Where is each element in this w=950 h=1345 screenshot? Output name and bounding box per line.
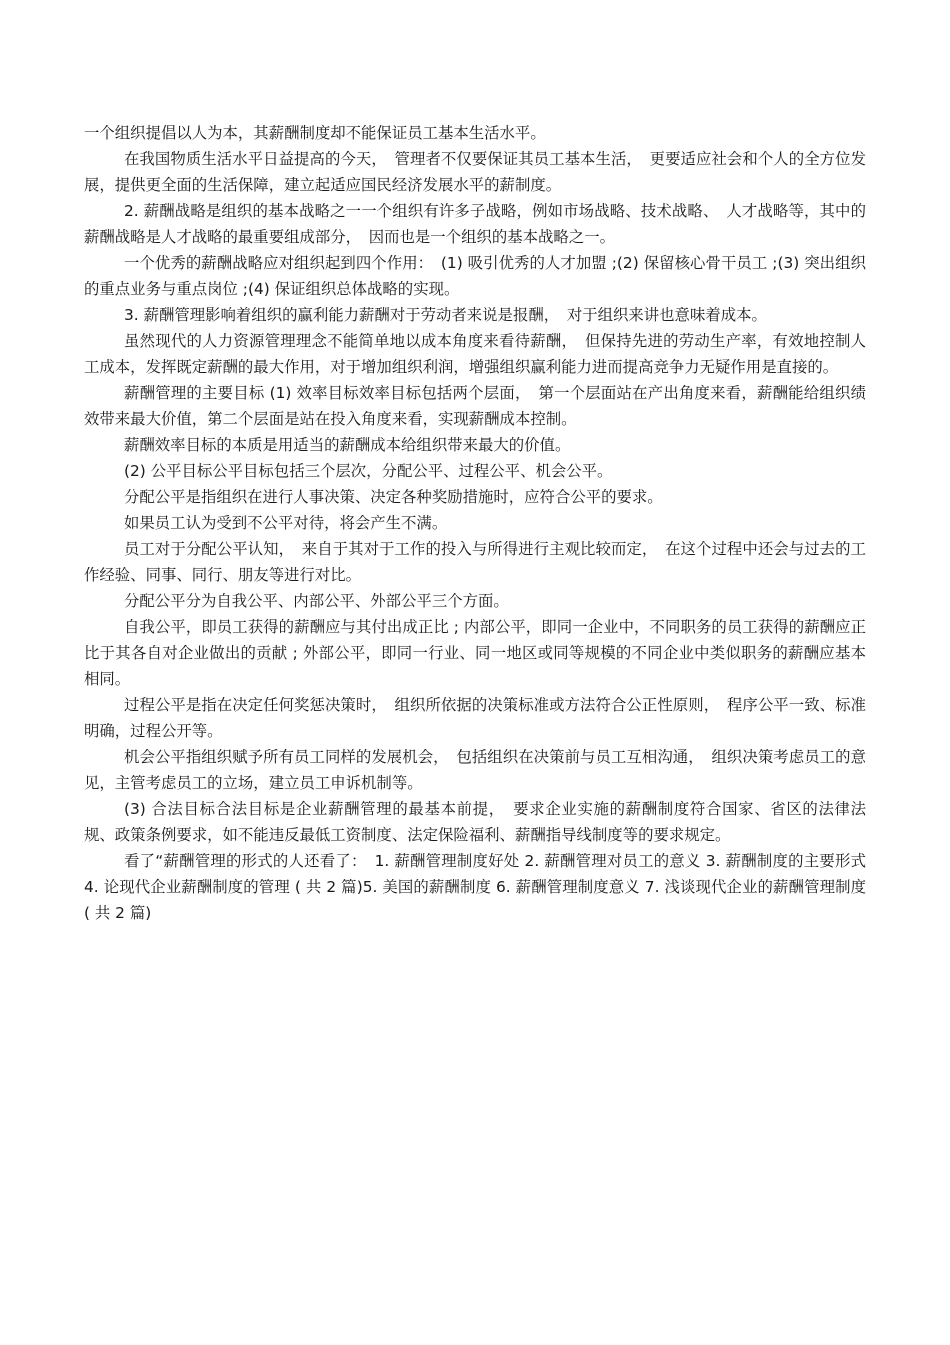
paragraph-12: 员工对于分配公平认知， 来自于其对于工作的投入与所得进行主观比较而定， 在这个过程中还会与过去的工作经验、同事、同行、朋友等进行对比。 [84,540,866,584]
paragraph-13: 分配公平分为自我公平、内部公平、外部公平三个方面。 [124,592,509,610]
paragraph-15: 过程公平是指在决定任何奖惩决策时， 组织所依据的决策标准或方法符合公正性原则， 程序公平一致、标准明确，过程公开等。 [84,696,866,740]
paragraph-7: 薪酬管理的主要目标 (1) 效率目标效率目标包括两个层面， 第一个层面站在产出角度来看，薪酬能给组织绩效带来最大价值，第二个层面是站在投入角度来看，实现薪酬成本控制。 [84,384,866,428]
document-body [84,120,866,926]
paragraph-5: 3. 薪酬管理影响着组织的赢利能力薪酬对于劳动者来说是报酬， 对于组织来讲也意味着成本。 [124,306,767,324]
paragraph-14: 自我公平，即员工获得的薪酬应与其付出成正比 ; 内部公平，即同一企业中，不同职务的员工获得的薪酬应正比于其各自对企业做出的贡献 ; 外部公平，即同一行业、同一地区或同等规模的不同企业中类似职务的薪酬应基本相同。 [84,618,866,688]
paragraph-8: 薪酬效率目标的本质是用适当的薪酬成本给组织带来最大的价值。 [124,436,571,454]
paragraph-10: 分配公平是指组织在进行人事决策、决定各种奖励措施时，应符合公平的要求。 [124,488,663,506]
paragraph-11: 如果员工认为受到不公平对待，将会产生不满。 [124,514,448,532]
paragraph-3: 2. 薪酬战略是组织的基本战略之一一个组织有许多子战略，例如市场战略、技术战略、 人才战略等，其中的薪酬战略是人才战略的最重要组成部分， 因而也是一个组织的基本战略之一。 [84,202,866,246]
paragraph-18: 看了“薪酬管理的形式的人还看了： 1. 薪酬管理制度好处 2. 薪酬管理对员工的意义 3. 薪酬制度的主要形式 4. 论现代企业薪酬制度的管理 ( 共 2 篇)5. 美国的薪酬制度 6. 薪酬管理制度意义 7. 浅谈现代企业的薪酬管理制度 ( 共 2 篇) [84,852,866,922]
paragraph-2: 在我国物质生活水平日益提高的今天， 管理者不仅要保证其员工基本生活， 更要适应社会和个人的全方位发展，提供更全面的生活保障，建立起适应国民经济发展水平的薪制度。 [84,150,866,194]
paragraph-9: (2) 公平目标公平目标包括三个层次，分配公平、过程公平、机会公平。 [124,462,613,480]
paragraph-16: 机会公平指组织赋予所有员工同样的发展机会， 包括组织在决策前与员工互相沟通， 组织决策考虑员工的意见，主管考虑员工的立场，建立员工申诉机制等。 [84,748,866,792]
paragraph-1: 一个组织提倡以人为本，其薪酬制度却不能保证员工基本生活水平。 [84,124,546,142]
paragraph-17: (3) 合法目标合法目标是企业薪酬管理的最基本前提， 要求企业实施的薪酬制度符合国家、省区的法律法规、政策条例要求，如不能违反最低工资制度、法定保险福利、薪酬指导线制度等的要求规定。 [84,800,866,844]
paragraph-4: 一个优秀的薪酬战略应对组织起到四个作用： (1) 吸引优秀的人才加盟 ;(2) 保留核心骨干员工 ;(3) 突出组织的重点业务与重点岗位 ;(4) 保证组织总体战略的实现。 [84,254,866,298]
paragraph-6: 虽然现代的人力资源管理理念不能简单地以成本角度来看待薪酬， 但保持先进的劳动生产率，有效地控制人工成本，发挥既定薪酬的最大作用，对于增加组织利润，增强组织赢利能力进而提高竞争力无疑作用是直接的。 [84,332,866,376]
